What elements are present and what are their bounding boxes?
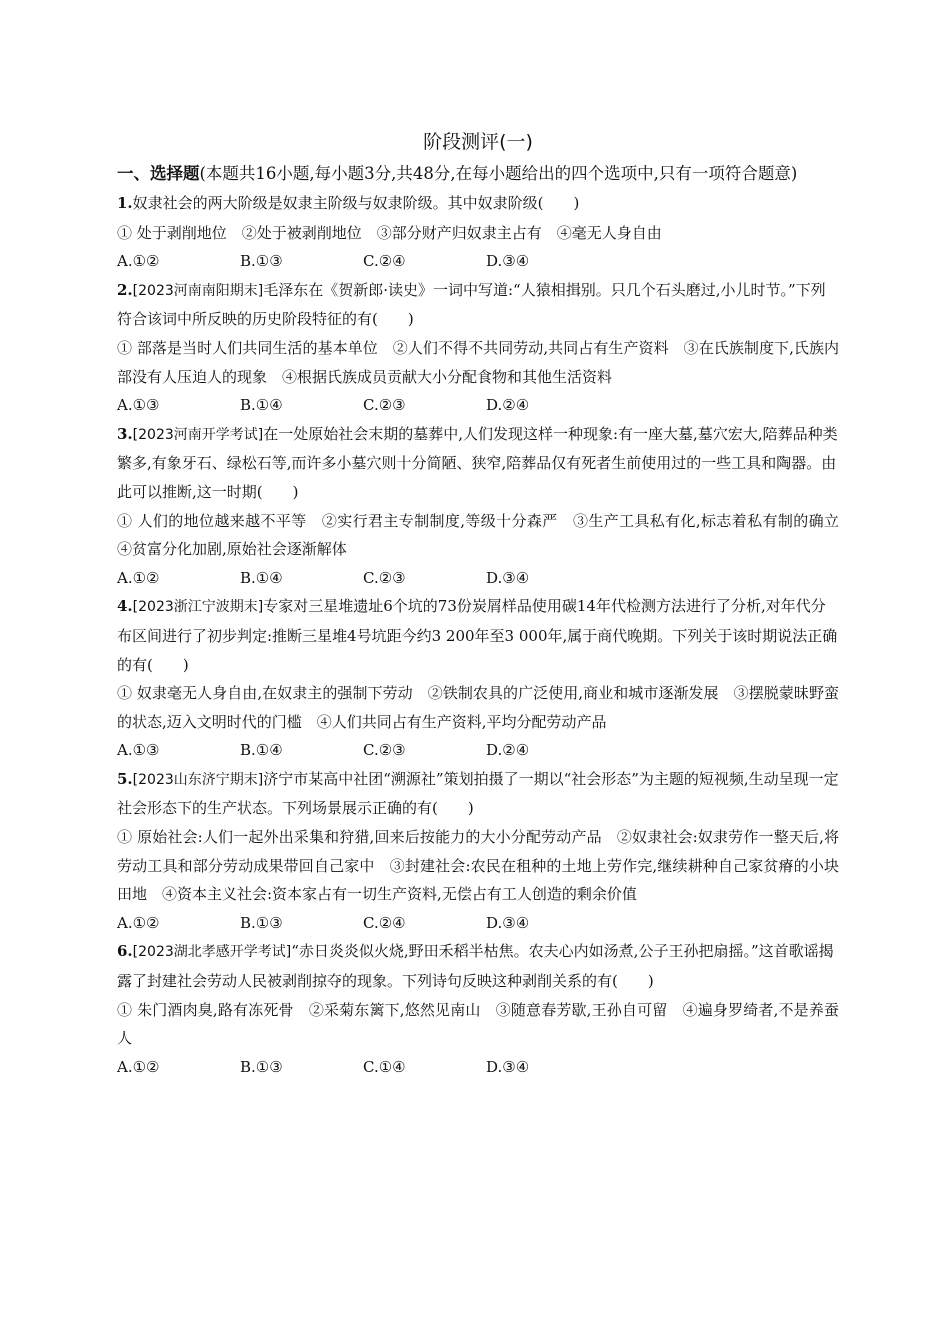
question-stem: 济宁市某高中社团“溯源社”策划拍摄了一期以“社会形态”为主题的短视频,生动呈现一定社会形态下的生产状态。下列场景展示正确的有( ) — [117, 769, 839, 818]
choice-d[interactable]: D.③④ — [486, 252, 530, 271]
question-2 — [117, 276, 839, 420]
question-stem: 奴隶社会的两大阶级是奴隶主阶级与奴隶阶级。其中奴隶阶级( ) — [132, 194, 580, 212]
question-6 — [117, 937, 839, 1081]
question-options: ① 人们的地位越来越不平等 ②实行君主专制制度,等级十分森严 ③生产工具私有化,标志着私有制的确立 ④贫富分化加剧,原始社会逐渐解体 — [117, 511, 855, 559]
choice-d[interactable]: D.③④ — [486, 568, 530, 587]
question-number: 1. — [117, 194, 133, 212]
question-3 — [117, 420, 855, 593]
answer-choices — [117, 736, 839, 765]
choice-b[interactable]: B.①③ — [240, 1057, 283, 1076]
answer-choices — [117, 391, 839, 420]
question-1 — [117, 189, 839, 276]
question-source: [2023山东济宁期末] — [132, 771, 264, 788]
question-5 — [117, 765, 839, 938]
question-stem: 在一处原始社会末期的墓葬中,人们发现这样一种现象:有一座大墓,墓穴宏大,陪葬品种类繁多,有象牙石、绿松石等,而许多小墓穴则十分简陋、狭窄,陪葬品仅有死者生前使用过的一些工具和陶器。由此可以推断,这一时期( ) — [117, 424, 838, 501]
choice-a[interactable]: A.①② — [117, 252, 160, 271]
section-description: (本题共16小题,每小题3分,共48分,在每小题给出的四个选项中,只有一项符合题意) — [199, 164, 798, 183]
question-number: 4. — [117, 597, 133, 616]
question-number: 3. — [117, 424, 133, 443]
worksheet-page — [117, 128, 855, 1081]
answer-choices — [117, 564, 839, 593]
question-source: [2023河南开学考试] — [132, 426, 264, 443]
choice-d[interactable]: D.②④ — [486, 396, 530, 415]
choice-b[interactable]: B.①③ — [240, 913, 283, 932]
answer-choices — [117, 909, 839, 938]
section-header — [117, 160, 839, 187]
choice-d[interactable]: D.③④ — [486, 913, 530, 932]
question-number: 5. — [117, 769, 133, 788]
question-options: ① 奴隶毫无人身自由,在奴隶主的强制下劳动 ②铁制农具的广泛使用,商业和城市逐渐发展 ③摆脱蒙昧野蛮的状态,迈入文明时代的门槛 ④人们共同占有生产资料,平均分配劳动产品 — [117, 684, 839, 731]
question-options: ① 原始社会:人们一起外出采集和狩猎,回来后按能力的大小分配劳动产品 ②奴隶社会:奴隶劳作一整天后,将劳动工具和部分劳动成果带回自己家中 ③封建社会:农民在租种的土地上劳作完,继续耕种自己家贫瘠的小块田地 ④资本主义社会:资本家占有一切生产资料,无偿占有工人创造的剩余价值 — [117, 828, 839, 904]
choice-a[interactable]: A.①② — [117, 913, 160, 932]
question-stem: 专家对三星堆遗址6个坑的73份炭屑样品使用碳14年代检测方法进行了分析,对年代分布区间进行了初步判定:推断三星堆4号坑距今约3 200年至3 000年,属于商代晚期。下列关于该时期说法正确的有( ) — [117, 597, 838, 674]
question-options: ① 处于剥削地位 ②处于被剥削地位 ③部分财产归奴隶主占有 ④毫无人身自由 — [117, 223, 662, 242]
question-source: [2023湖北孝感开学考试] — [132, 944, 292, 961]
section-title: 一、选择题 — [117, 164, 200, 183]
question-number: 6. — [117, 942, 133, 961]
question-list — [117, 189, 855, 1081]
question-stem: 毛泽东在《贺新郎·读史》一词中写道:“人猿相揖别。只几个石头磨过,小儿时节。”下列符合该词中所反映的历史阶段特征的有( ) — [117, 280, 826, 329]
choice-c[interactable]: C.①④ — [363, 1057, 406, 1076]
question-4 — [117, 592, 839, 765]
question-source: [2023河南南阳期末] — [132, 282, 264, 299]
answer-choices — [117, 247, 839, 276]
choice-d[interactable]: D.③④ — [486, 1057, 530, 1076]
choice-a[interactable]: A.①③ — [117, 741, 160, 760]
choice-b[interactable]: B.①③ — [240, 252, 283, 271]
choice-b[interactable]: B.①④ — [240, 568, 283, 587]
choice-b[interactable]: B.①④ — [240, 396, 283, 415]
choice-c[interactable]: C.②④ — [363, 913, 406, 932]
choice-a[interactable]: A.①② — [117, 568, 160, 587]
choice-c[interactable]: C.②③ — [363, 396, 406, 415]
question-options: ① 朱门酒肉臭,路有冻死骨 ②采菊东篱下,悠然见南山 ③随意春芳歇,王孙自可留 ④遍身罗绮者,不是养蚕人 — [117, 1000, 839, 1048]
question-stem: “赤日炎炎似火烧,野田禾稻半枯焦。农夫心内如汤煮,公子王孙把扇摇。”这首歌谣揭露了封建社会劳动人民被剥削掠夺的现象。下列诗句反映这种剥削关系的有( ) — [117, 942, 834, 991]
choice-b[interactable]: B.①④ — [240, 741, 283, 760]
choice-a[interactable]: A.①② — [117, 1057, 160, 1076]
answer-choices — [117, 1053, 839, 1082]
page-title: 阶段测评(一) — [423, 131, 533, 153]
choice-d[interactable]: D.②④ — [486, 741, 530, 760]
question-options: ① 部落是当时人们共同生活的基本单位 ②人们不得不共同劳动,共同占有生产资料 ③在氏族制度下,氏族内部没有人压迫人的现象 ④根据氏族成员贡献大小分配食物和其他生活资料 — [117, 338, 839, 386]
choice-c[interactable]: C.②③ — [363, 568, 406, 587]
choice-c[interactable]: C.②④ — [363, 252, 406, 271]
choice-c[interactable]: C.②③ — [363, 741, 406, 760]
question-source: [2023浙江宁波期末] — [132, 599, 264, 616]
question-number: 2. — [117, 280, 133, 299]
choice-a[interactable]: A.①③ — [117, 396, 160, 415]
